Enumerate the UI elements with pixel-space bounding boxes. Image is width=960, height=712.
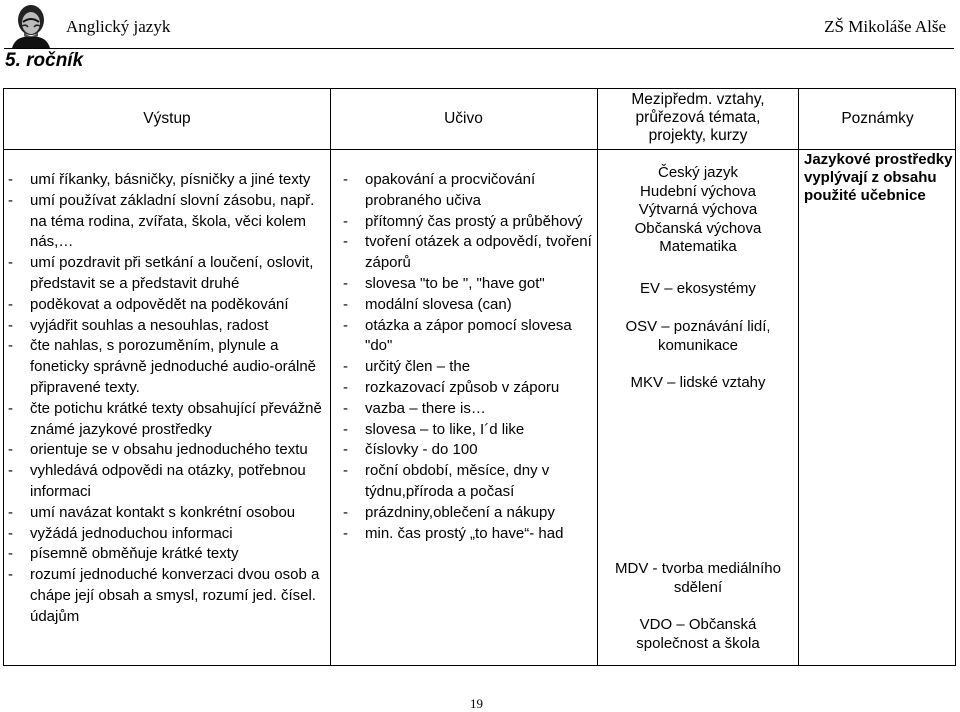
list-item: - rozumí jednoduché konverzaci dvou osob a chápe její obsah a smysl, rozumí jed. čísel. údajům xyxy=(8,566,320,625)
list-item: - slovesa – to like, I´d like xyxy=(343,420,525,438)
list-item: - tvoření otázek a odpovědí, tvoření záporů xyxy=(343,233,592,272)
ucivo-list xyxy=(343,170,595,544)
list-item: - opakování a procvičování probraného učiva xyxy=(343,171,536,209)
subject-item: Matematika xyxy=(659,238,737,256)
list-item: - vazba – there is… xyxy=(343,399,486,417)
subject-item: Hudební výchova xyxy=(640,182,756,200)
list-item: - určitý člen – the xyxy=(343,358,471,376)
list-item: - číslovky - do 100 xyxy=(343,441,478,459)
subject-item: Český jazyk xyxy=(657,164,739,181)
list-item: - roční období, měsíce, dny v týdnu,příroda a počasí xyxy=(343,462,550,500)
theme-mdv: MDV - tvorba mediálního sdělení xyxy=(615,560,781,596)
grade-title: 5. ročník xyxy=(5,50,84,71)
mezipredmetove-subjects xyxy=(601,164,795,257)
column-header-mezipredmetove: Mezipředm. vztahy, průřezová témata, projekty, kurzy xyxy=(631,91,765,144)
list-item: - poděkovat a odpovědět na poděkování xyxy=(8,295,289,313)
theme-mkv: MKV – lidské vztahy xyxy=(630,374,766,391)
column-header-vystup: Výstup xyxy=(143,110,191,127)
list-item: - písemně obměňuje krátké texty xyxy=(8,545,239,563)
column-divider xyxy=(597,89,598,665)
list-item: - umí pozdravit při setkání a loučení, oslovit, představit se a představit druhé xyxy=(8,254,314,292)
portrait-logo xyxy=(4,2,58,48)
theme-vdo: VDO – Občanská společnost a škola xyxy=(636,616,760,652)
list-item: - umí navázat kontakt s konkrétní osobou xyxy=(8,503,296,521)
header-divider xyxy=(4,48,954,49)
list-item: - slovesa "to be ", "have got" xyxy=(343,274,545,292)
school-name: ZŠ Mikoláše Alše xyxy=(824,17,946,36)
curriculum-table xyxy=(3,88,956,666)
page-header xyxy=(0,0,960,50)
column-header-poznamky: Poznámky xyxy=(841,110,914,127)
vystup-list xyxy=(8,170,328,628)
list-item: - vyžádá jednoduchou informaci xyxy=(8,524,233,542)
list-item: - otázka a zápor pomocí slovesa "do" xyxy=(343,316,572,355)
subject-item: Občanská výchova xyxy=(634,219,762,237)
header-row-divider xyxy=(4,149,955,150)
list-item: - umí říkanky, básničky, písničky a jiné texty xyxy=(8,171,311,188)
list-item: - rozkazovací způsob v záporu xyxy=(343,378,560,396)
list-item: - vyhledává odpovědi na otázky, potřebnou informaci xyxy=(8,462,306,500)
column-header-ucivo: Učivo xyxy=(444,110,483,127)
list-item: - prázdniny,oblečení a nákupy xyxy=(343,503,555,521)
theme-ev: EV – ekosystémy xyxy=(640,280,756,297)
list-item: - čte nahlas, s porozuměním, plynule a foneticky správně jednoduché audio-orálně připravené texty. xyxy=(8,337,317,396)
list-item: - modální slovesa (can) xyxy=(343,295,512,313)
subject-item: Výtvarná výchova xyxy=(638,201,758,219)
list-item: - vyjádřit souhlas a nesouhlas, radost xyxy=(8,316,269,334)
page-number: 19 xyxy=(470,696,483,711)
list-item: - umí používat základní slovní zásobu, např. na téma rodina, zvířata, škola, věci kolem nás,… xyxy=(8,191,315,251)
theme-osv: OSV – poznávání lidí, komunikace xyxy=(625,318,771,354)
poznamky-note: Jazykové prostředky vyplývají z obsahu použité učebnice xyxy=(804,151,953,204)
list-item: - min. čas prostý „to have“- had xyxy=(343,524,564,542)
column-divider xyxy=(330,89,331,665)
column-divider xyxy=(798,89,799,665)
subject-title: Anglický jazyk xyxy=(66,17,171,36)
list-item: - orientuje se v obsahu jednoduchého textu xyxy=(8,441,308,459)
list-item: - čte potichu krátké texty obsahující převážně známé jazykové prostředky xyxy=(8,399,322,438)
list-item: - přítomný čas prostý a průběhový xyxy=(343,212,583,230)
